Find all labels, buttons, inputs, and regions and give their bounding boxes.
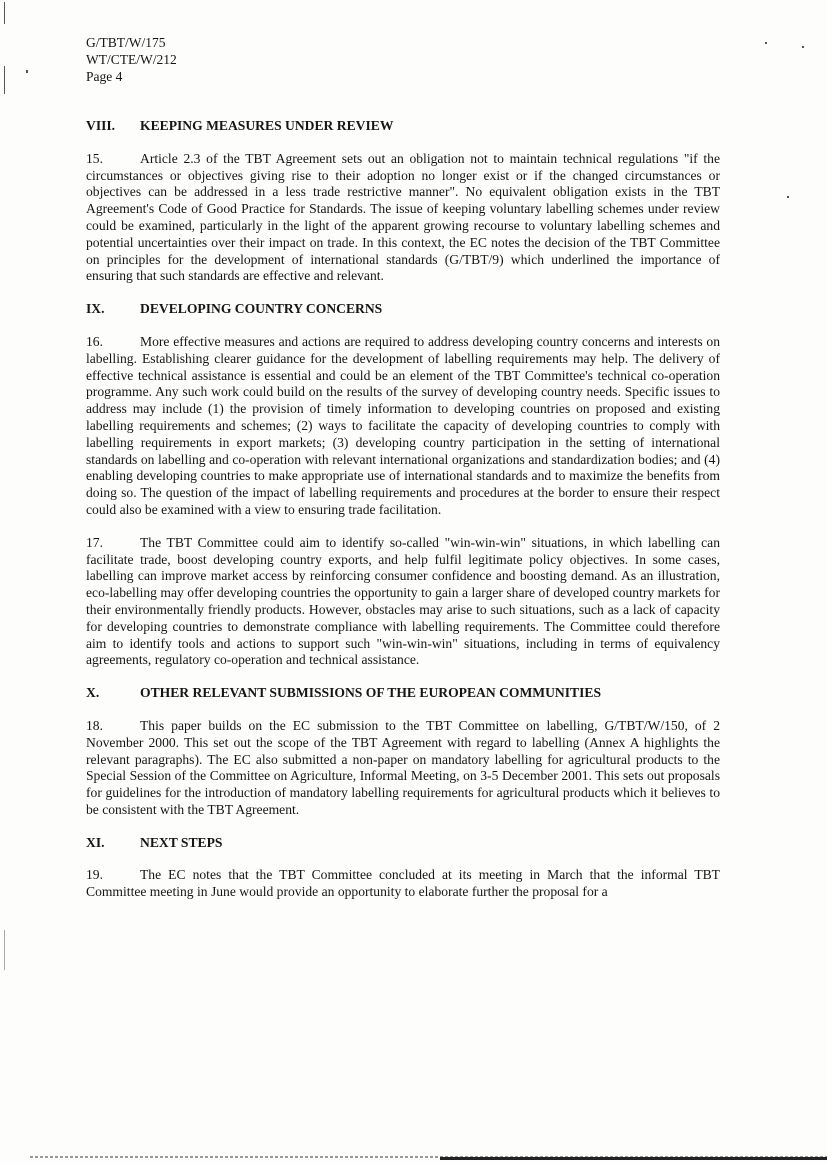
- scan-dot-4: [787, 196, 789, 198]
- page-number: Page 4: [86, 69, 123, 84]
- paragraph-15: [86, 151, 720, 285]
- scan-mark-left-low: [4, 930, 5, 970]
- section-heading-viii: [86, 118, 720, 135]
- paragraph-19: [86, 867, 720, 901]
- document-header: [86, 34, 177, 85]
- paragraph-text: More effective measures and actions are required to address developing country concerns and interests on labelling. Establishing clearer guidance for the development of labelling requirements may help. The delivery of effective technical assistance is essential and could be an element of the TBT Committee's technical co-operation programme. Any such work could build on the results of the survey of developing country needs. Specific issues to address may include (1) the provision of timely information to developing countries on proposed and existing labelling requirements and schemes; (2) ways to facilitate the capacity of developing countries to comply with labelling requirements in export markets; (3) developing country participation in the setting of international standards on labelling and co-operation with relevant international organizations and standardization bodies; and (4) enabling developing countries to make appropriate use of international standards and to maximize the benefits from doing so. The question of the impact of labelling requirements and procedures at the border to ensure their respect could also be examined with a view to ensuring trade facilitation.: [86, 333, 720, 517]
- paragraph-17: [86, 535, 720, 669]
- section-title: OTHER RELEVANT SUBMISSIONS OF THE EUROPEAN COMMUNITIES: [140, 685, 602, 701]
- page-bottom-edge-dark: [440, 1157, 827, 1160]
- section-number: VIII.: [86, 118, 116, 133]
- section-number: IX.: [86, 301, 105, 317]
- paragraph-text: This paper builds on the EC submission to the TBT Committee on labelling, G/TBT/W/150, of 2 November 2000. This set out the scope of the TBT Agreement with regard to labelling (Annex A highlights the relevant paragraphs). The EC also submitted a non-paper on mandatory labelling for agricultural products to the Special Session of the Committee on Agriculture, Informal Meeting, on 3-5 December 2001. This sets out proposals for guidelines for the introduction of mandatory labelling requirements for agricultural products which it believes to be consistent with the TBT Agreement.: [86, 717, 720, 817]
- scan-mark-left-mid: [4, 66, 5, 94]
- scan-dot-2: [765, 42, 767, 44]
- document-symbol-tbt: G/TBT/W/175: [86, 35, 166, 50]
- scan-mark-left-top: [4, 2, 5, 24]
- paragraph-number: 19.: [86, 867, 103, 883]
- paragraph-text: The EC notes that the TBT Committee concluded at its meeting in March that the informal TBT Committee meeting in June would provide an opportunity to elaborate further the proposal for a: [86, 867, 720, 900]
- paragraph-18: [86, 718, 720, 819]
- document-symbol-cte: WT/CTE/W/212: [86, 52, 177, 67]
- section-number: XI.: [86, 834, 105, 850]
- paragraph-text: The TBT Committee could aim to identify so-called "win-win-win" situations, in which labelling can facilitate trade, boost developing country exports, and help fulfil legitimate policy objectives. In some cases, labelling can improve market access by reinforcing consumer confidence and boosting demand. As an illustration, eco-labelling may offer developing countries the opportunity to gain a larger share of developed country markets for their environmentally friendly products. However, obstacles may arise to such situations, such as a lack of capacity for developing countries to demonstrate compliance with labelling requirements. The Committee could therefore aim to identify tools and actions to support such "win-win-win" situations, including in terms of equivalency agreements, regulatory co-operation and technical assistance.: [86, 534, 720, 668]
- paragraph-text: Article 2.3 of the TBT Agreement sets out an obligation not to maintain technical regulations "if the circumstances or objectives giving rise to their adoption no longer exist or if the changed circumstances or objectives can be addressed in a less trade restrictive manner". No equivalent obligation exists in the TBT Agreement's Code of Good Practice for Standards. The issue of keeping voluntary labelling schemes under review could be examined, particularly in the light of the apparent growing recourse to voluntary labelling schemes and potential uncertainties over their impact on trade. In this context, the EC notes the decision of the TBT Committee on principles for the development of international standards (G/TBT/9) which underlined the importance of ensuring that such standards are effective and relevant.: [86, 150, 720, 284]
- section-title: DEVELOPING COUNTRY CONCERNS: [140, 301, 383, 317]
- section-heading-ix: [86, 301, 720, 318]
- document-body: [86, 118, 720, 917]
- paragraph-number: 16.: [86, 333, 103, 349]
- section-number: X.: [86, 685, 100, 701]
- paragraph-number: 18.: [86, 717, 103, 733]
- paragraph-number: 17.: [86, 534, 103, 550]
- scan-dot-1: [26, 70, 28, 73]
- scan-dot-3: [802, 46, 804, 48]
- section-title: KEEPING MEASURES UNDER REVIEW: [140, 118, 394, 133]
- paragraph-number: 15.: [86, 150, 103, 166]
- paragraph-16: [86, 334, 720, 519]
- section-heading-x: [86, 685, 720, 702]
- section-title: NEXT STEPS: [140, 834, 223, 850]
- section-heading-xi: [86, 835, 720, 852]
